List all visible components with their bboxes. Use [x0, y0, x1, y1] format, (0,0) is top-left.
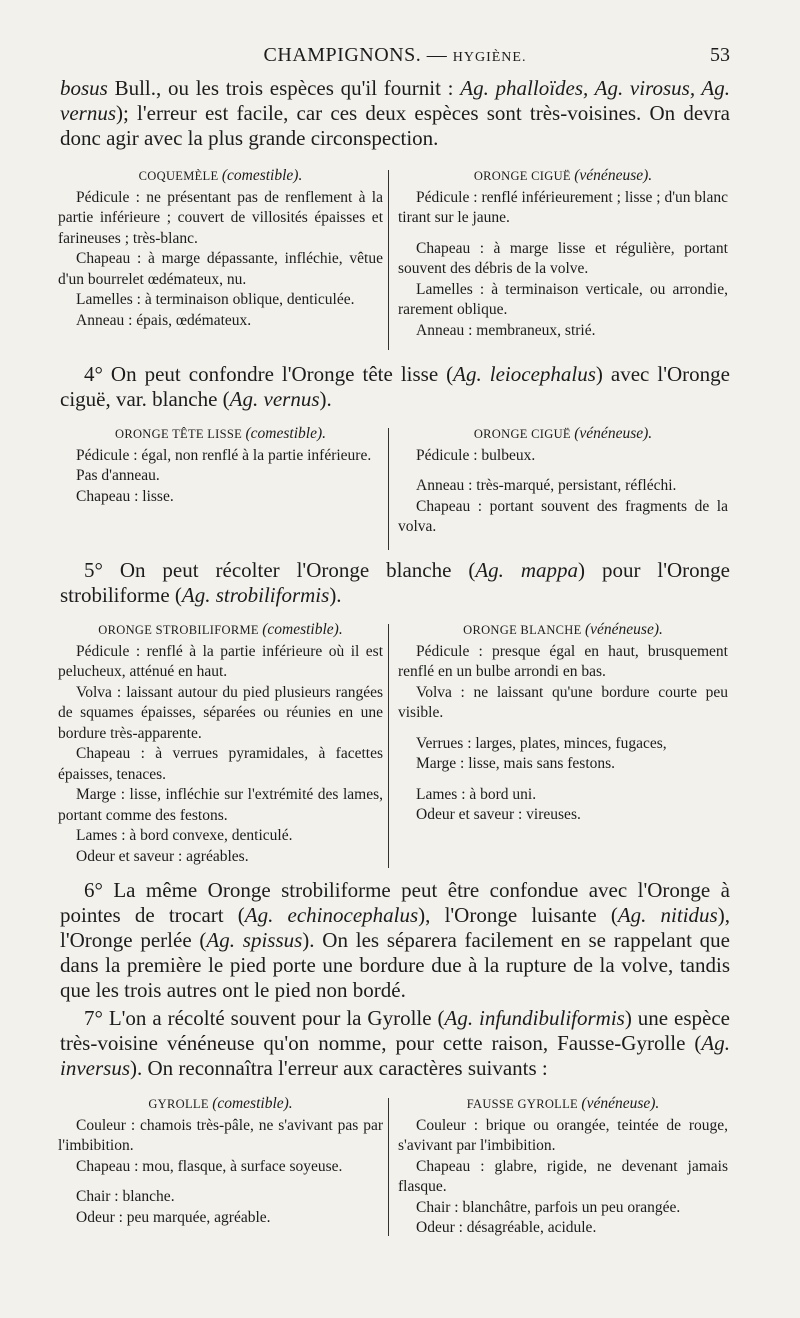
- species-heading: ORONGE CIGUË: [473, 427, 575, 441]
- trait-line: Chapeau : lisse.: [76, 487, 174, 505]
- text-run: 6° La même Oronge strobiliforme peut être confondue avec l'Oronge à pointes de trocart (: [60, 878, 730, 927]
- trait-line: Chair : blanchâtre, parfois un peu orangée.: [416, 1198, 681, 1216]
- trait-line: Marge : lisse, infléchie sur l'extrémité des lames, portant comme des festons.: [58, 786, 383, 824]
- column-poisonous: [398, 1094, 728, 1239]
- trait-line: Pédicule : ne présentant pas de renflement à la partie inférieure ; couvert de villosités épaisses et farineuses ; très-blanc.: [58, 188, 383, 247]
- trait-line: Lamelles : à terminaison verticale, ou arrondie, rarement oblique.: [398, 280, 728, 318]
- text-run: ) pour l'Oronge strobiliforme (: [60, 558, 730, 607]
- column-edible: [58, 424, 383, 507]
- trait-line: Pas d'anneau.: [76, 467, 160, 484]
- paragraph-4: [60, 362, 730, 412]
- status-label: (vénéneuse).: [581, 1095, 660, 1112]
- column-heading: [58, 166, 383, 187]
- column-divider: [388, 170, 389, 350]
- trait-line: Verrues : larges, plates, minces, fugaces,: [416, 734, 667, 752]
- column-divider: [388, 1098, 389, 1236]
- page-number: 53: [710, 44, 730, 66]
- species-name: Ag. leiocephalus: [453, 362, 596, 386]
- column-poisonous: [398, 620, 728, 826]
- text-run: ). On reconnaîtra l'erreur aux caractères suivants :: [130, 1056, 548, 1080]
- species-name: Ag. echinocephalus: [244, 903, 419, 927]
- column-poisonous: [398, 166, 728, 341]
- text-run: ) une espèce très-voisine vénéneuse qu'on nomme, pour cette raison, Fausse-Gyrolle (: [60, 1006, 730, 1055]
- species-name: Ag. strobiliformis: [181, 583, 330, 607]
- text-run: 5° On peut récolter l'Oronge blanche (: [84, 558, 476, 582]
- trait-line: Lames : à bord convexe, denticulé.: [76, 827, 293, 844]
- status-label: (vénéneuse).: [574, 167, 653, 184]
- text-run: Bull., ou les trois espèces qu'il fournit :: [107, 76, 461, 100]
- running-header: [60, 44, 730, 74]
- column-divider: [388, 624, 389, 868]
- trait-line: Anneau : très-marqué, persistant, réfléchi.: [416, 477, 677, 494]
- trait-line: Odeur et saveur : vireuses.: [416, 806, 581, 823]
- species-name: Ag. spissus: [206, 928, 303, 952]
- text-run: ). On les séparera facilement en se rappelant que dans la première le pied porte une bordure due à la rupture de la volve, tandis que les trois autres ont le pied non bordé.: [60, 928, 730, 1002]
- trait-line: Chair : blanche.: [76, 1188, 175, 1205]
- trait-line: Odeur : désagréable, acidule.: [416, 1219, 597, 1236]
- paragraph-6: [60, 878, 730, 1003]
- species-heading: COQUEMÈLE: [138, 169, 222, 183]
- trait-line: Anneau : membraneux, strié.: [416, 321, 596, 339]
- species-name: Ag. inversus: [60, 1031, 730, 1080]
- species-name: Ag. mappa: [475, 558, 579, 582]
- trait-line: Chapeau : à marge lisse et régulière, portant souvent des débris de la volve.: [398, 239, 728, 277]
- column-edible: [58, 620, 383, 867]
- text-run: 7° L'on a récolté souvent pour la Gyrolle (: [84, 1006, 445, 1030]
- species-name: Ag. nitidus: [617, 903, 718, 927]
- trait-line: Couleur : chamois très-pâle, ne s'avivant pas par l'imbibition.: [58, 1116, 383, 1154]
- status-label: (comestible).: [245, 425, 326, 442]
- trait-line: Pédicule : renflé inférieurement ; lisse ; d'un blanc tirant sur le jaune.: [398, 188, 728, 226]
- paragraph-7: [60, 1006, 730, 1081]
- comparison-tete-lisse-ciguë: [58, 424, 728, 554]
- status-label: (vénéneuse).: [584, 621, 663, 638]
- trait-line: Odeur : peu marquée, agréable.: [76, 1208, 271, 1226]
- column-heading: [398, 424, 728, 445]
- paragraph-intro: [60, 76, 730, 151]
- trait-line: Chapeau : mou, flasque, à surface soyeuse.: [76, 1157, 343, 1175]
- species-heading: ORONGE CIGUË: [473, 169, 575, 183]
- species-heading: GYROLLE: [148, 1097, 213, 1111]
- text-run: ), l'Oronge perlée (: [60, 903, 730, 952]
- trait-line: Lamelles : à terminaison oblique, denticulée.: [76, 291, 355, 308]
- column-heading: [58, 1094, 383, 1115]
- column-edible: [58, 166, 383, 331]
- trait-line: Chapeau : portant souvent des fragments de la volva.: [398, 497, 728, 535]
- comparison-gyrolle-fausse-gyrolle: [58, 1094, 728, 1240]
- text-run: ), l'Oronge luisante (: [418, 903, 618, 927]
- trait-line: Chapeau : à verrues pyramidales, à facettes épaisses, tenaces.: [58, 745, 383, 783]
- trait-line: Lames : à bord uni.: [416, 785, 537, 803]
- species-name: bosus: [60, 76, 108, 100]
- column-poisonous: [398, 424, 728, 538]
- text-run: 4° On peut confondre l'Oronge tête lisse (: [84, 362, 454, 386]
- trait-line: Anneau : épais, œdémateux.: [76, 311, 252, 329]
- species-heading: ORONGE BLANCHE: [463, 623, 585, 637]
- species-heading: FAUSSE GYROLLE: [466, 1097, 582, 1111]
- column-heading: [398, 166, 728, 187]
- trait-line: Pédicule : presque égal en haut, brusquement renflé en un bulbe arrondi en bas.: [398, 642, 728, 680]
- species-name: Ag. vernus: [229, 387, 320, 411]
- trait-line: Pédicule : égal, non renflé à la partie inférieure.: [76, 446, 372, 464]
- species-heading: ORONGE STROBILIFORME: [98, 623, 263, 637]
- running-title-small: HYGIÈNE.: [452, 50, 527, 65]
- status-label: (comestible).: [221, 167, 303, 184]
- text-run: ).: [319, 387, 332, 411]
- trait-line: Marge : lisse, mais sans festons.: [416, 755, 616, 772]
- species-name: Ag. phalloïdes, Ag. virosus, Ag. vernus: [60, 76, 730, 125]
- text-run: ).: [329, 583, 342, 607]
- status-label: (vénéneuse).: [574, 425, 653, 442]
- text-run: ); l'erreur est facile, car ces deux espèces sont très-voisines. On devra donc agir avec la plus grande circonspection.: [60, 101, 730, 150]
- species-name: Ag. infundibuliformis: [444, 1006, 625, 1030]
- running-title-main: CHAMPIGNONS. —: [263, 44, 453, 66]
- trait-line: Couleur : brique ou orangée, teintée de rouge, s'avivant par l'imbibition.: [398, 1116, 728, 1154]
- running-title: [60, 44, 730, 67]
- text-run: ) avec l'Oronge ciguë, var. blanche (: [60, 362, 730, 411]
- comparison-strobiliforme-blanche: [58, 620, 728, 870]
- column-heading: [58, 620, 383, 641]
- trait-line: Pédicule : renflé à la partie inférieure où il est pelucheux, atténué en haut.: [58, 642, 383, 680]
- trait-line: Odeur et saveur : agréables.: [76, 847, 249, 865]
- column-edible: [58, 1094, 383, 1228]
- trait-line: Volva : ne laissant qu'une bordure courte peu visible.: [398, 683, 728, 721]
- trait-line: Chapeau : glabre, rigide, ne devenant jamais flasque.: [398, 1157, 728, 1195]
- column-divider: [388, 428, 389, 550]
- comparison-coquemele-ciguë: [58, 166, 728, 352]
- trait-line: Pédicule : bulbeux.: [416, 446, 536, 464]
- column-heading: [398, 1094, 728, 1115]
- trait-line: Volva : laissant autour du pied plusieurs rangées de squames épaisses, séparées ou réunies en une bordure très-apparente.: [58, 683, 383, 742]
- status-label: (comestible).: [212, 1095, 293, 1112]
- species-heading: ORONGE TÊTE LISSE: [115, 427, 246, 441]
- trait-line: Chapeau : à marge dépassante, infléchie, vêtue d'un bourrelet œdémateux, nu.: [58, 250, 383, 288]
- status-label: (comestible).: [262, 621, 343, 638]
- column-heading: [398, 620, 728, 641]
- paragraph-5: [60, 558, 730, 608]
- column-heading: [58, 424, 383, 445]
